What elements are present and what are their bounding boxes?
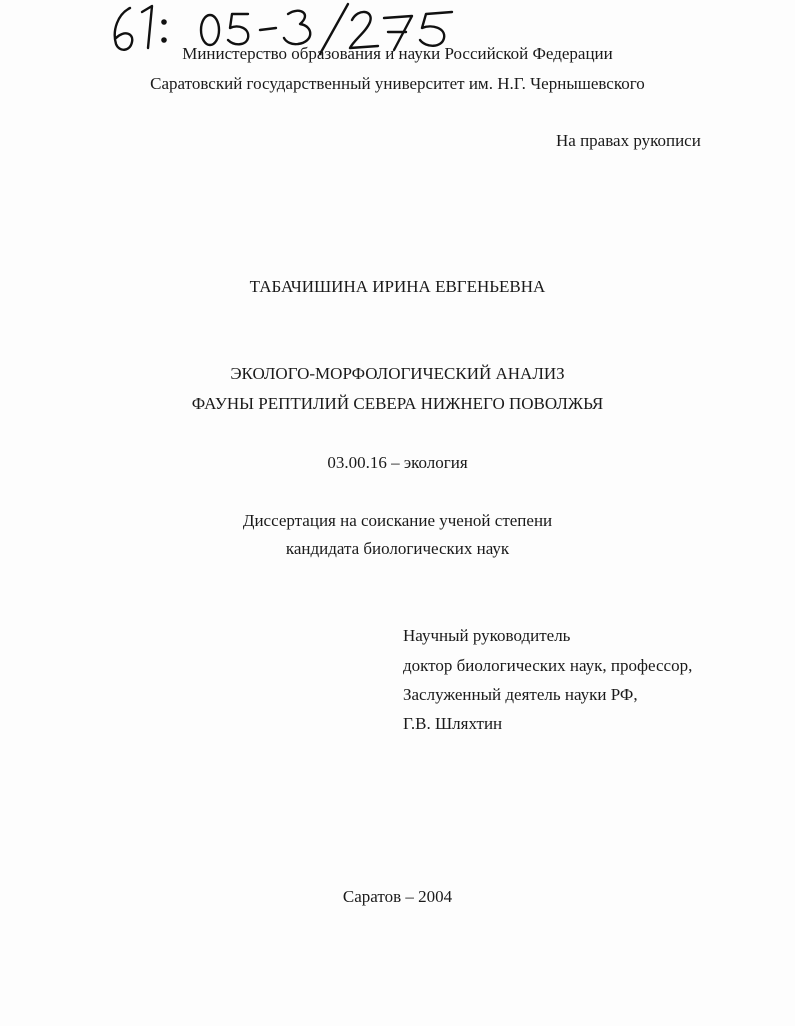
dissertation-line-2: кандидата биологических наук [285, 539, 510, 558]
dissertation-line-1: Диссертация на соискание ученой степени [242, 511, 553, 530]
supervisor-degree: доктор биологических наук, профессор, [403, 656, 693, 675]
title-line-2: ФАУНЫ РЕПТИЛИЙ СЕВЕРА НИЖНЕГО ПОВОЛЖЬЯ [191, 394, 604, 413]
supervisor-label: Научный руководитель [403, 626, 571, 645]
author-name: ТАБАЧИШИНА ИРИНА ЕВГЕНЬЕВНА [249, 277, 546, 296]
specialty-code: 03.00.16 – экология [327, 453, 468, 472]
manuscript-rights-note: На правах рукописи [556, 131, 701, 150]
supervisor-honor: Заслуженный деятель науки РФ, [403, 685, 638, 704]
title-line-1: ЭКОЛОГО-МОРФОЛОГИЧЕСКИЙ АНАЛИЗ [230, 364, 565, 383]
supervisor-name: Г.В. Шляхтин [403, 714, 503, 733]
ministry-name: Министерство образования и науки Российской Федерации [182, 44, 613, 63]
university-name: Саратовский государственный университет им. Н.Г. Чернышевского [150, 74, 645, 93]
city-year: Саратов – 2004 [342, 887, 453, 906]
